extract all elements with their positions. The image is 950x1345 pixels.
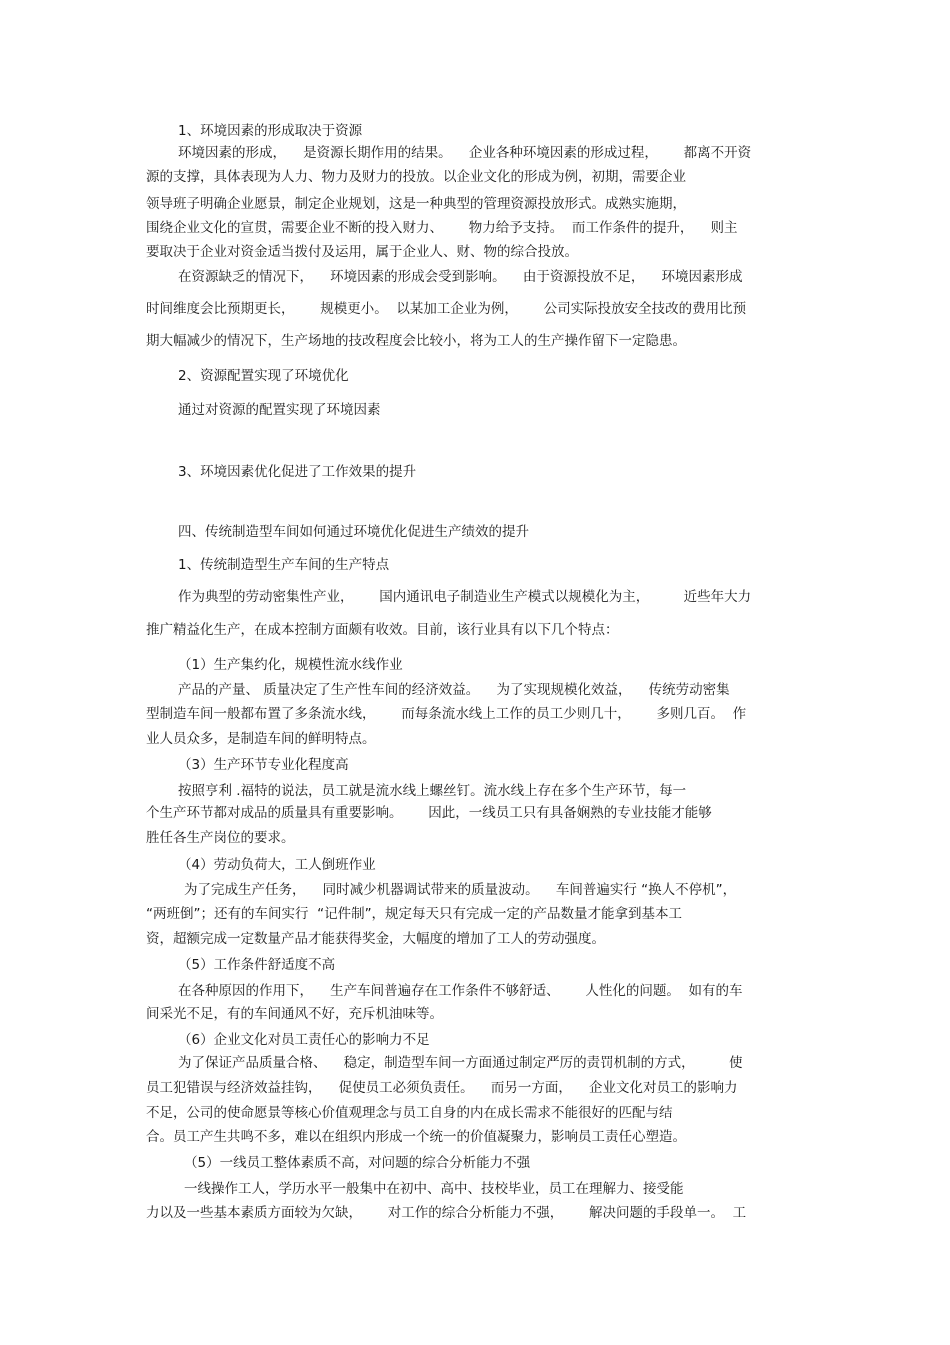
paragraph-line: 在资源缺乏的情况下， 环境因素的形成会受到影响。 由于资源投放不足， 环境因素形成 <box>178 269 743 285</box>
paragraph-line: 要取决于企业对资金适当拨付及运用，属于企业人、财、物的综合投放。 <box>146 244 578 260</box>
heading-2: 2、资源配置实现了环境优化 <box>178 368 349 384</box>
paragraph-line: 源的支撑，具体表现为人力、物力及财力的投放。以企业文化的形成为例，初期，需要企业 <box>146 169 686 185</box>
paragraph-line: 通过对资源的配置实现了环境因素 <box>178 402 381 418</box>
paragraph-line: 在各种原因的作用下， 生产车间普遍存在工作条件不够舒适、 人性化的问题。 如有的车 <box>178 983 743 999</box>
paragraph-line: 作为典型的劳动密集性产业， 国内通讯电子制造业生产模式以规模化为主， 近些年大力 <box>178 589 752 605</box>
paragraph-line: 为了保证产品质量合格、 稳定，制造型车间一方面通过制定严厉的责罚机制的方式， 使 <box>178 1055 743 1071</box>
paragraph-line: 产品的产量、 质量决定了生产性车间的经济效益。 为了实现规模化效益， 传统劳动密集 <box>178 682 730 698</box>
paragraph-line: 力以及一些基本素质方面较为欠缺， 对工作的综合分析能力不强， 解决问题的手段单一。 工 <box>146 1205 747 1221</box>
subheading-1: 1、传统制造型生产车间的生产特点 <box>178 557 390 573</box>
paragraph-line: 胜任各生产岗位的要求。 <box>146 830 295 846</box>
paragraph-line: 员工犯错误与经济效益挂钩， 促使员工必须负责任。 而另一方面， 企业文化对员工的影响力 <box>146 1080 738 1096</box>
paragraph-line: 资，超额完成一定数量产品才能获得奖金，大幅度的增加了工人的劳动强度。 <box>146 931 605 947</box>
paragraph-line: “两班倒”；还有的车间实行 “记件制”，规定每天只有完成一定的产品数量才能拿到基本工 <box>146 906 683 922</box>
paragraph-line: 合。员工产生共鸣不多，难以在组织内形成一个统一的价值凝聚力，影响员工责任心塑造。 <box>146 1129 686 1145</box>
item-heading: （3）生产环节专业化程度高 <box>178 757 349 773</box>
paragraph-line: 型制造车间一般都布置了多条流水线， 而每条流水线上工作的员工少则几十， 多则几百。 作 <box>146 706 747 722</box>
item-heading: （5）工作条件舒适度不高 <box>178 957 336 973</box>
paragraph-line: 一线操作工人，学历水平一般集中在初中、高中、技校毕业，员工在理解力、接受能 <box>184 1181 684 1197</box>
paragraph-line: 时间维度会比预期更长， 规模更小。 以某加工企业为例， 公司实际投放安全技改的费用比预 <box>146 301 747 317</box>
item-heading: （4）劳动负荷大，工人倒班作业 <box>178 857 376 873</box>
paragraph-line: 业人员众多，是制造车间的鲜明特点。 <box>146 731 376 747</box>
paragraph-line: 领导班子明确企业愿景，制定企业规划，这是一种典型的管理资源投放形式。成熟实施期， <box>146 196 686 212</box>
paragraph-line: 期大幅减少的情况下，生产场地的技改程度会比较小，将为工人的生产操作留下一定隐患。 <box>146 333 686 349</box>
paragraph-line: 按照亨利 .福特的说法，员工就是流水线上螺丝钉。流水线上存在多个生产环节，每一 <box>178 783 687 799</box>
paragraph-line: 围绕企业文化的宣贯，需要企业不断的投入财力、 物力给予支持。 而工作条件的提升， 则主 <box>146 220 738 236</box>
heading-1: 1、环境因素的形成取决于资源 <box>178 123 363 139</box>
paragraph-line: 环境因素的形成， 是资源长期作用的结果。 企业各种环境因素的形成过程， 都离不开资 <box>178 145 752 161</box>
item-heading: （5）一线员工整体素质不高，对问题的综合分析能力不强 <box>184 1155 531 1171</box>
item-heading: （1）生产集约化，规模性流水线作业 <box>178 657 403 673</box>
heading-3: 3、环境因素优化促进了工作效果的提升 <box>178 464 417 480</box>
paragraph-line: 为了完成生产任务， 同时减少机器调试带来的质量波动。 车间普遍实行 “换人不停机”， <box>184 882 737 898</box>
paragraph-line: 个生产环节都对成品的质量具有重要影响。 因此，一线员工只有具备娴熟的专业技能才能够 <box>146 805 712 821</box>
paragraph-line: 不足，公司的使命愿景等核心价值观理念与员工自身的内在成长需求不能很好的匹配与结 <box>146 1105 673 1121</box>
paragraph-line: 推广精益化生产，在成本控制方面颇有收效。目前，该行业具有以下几个特点： <box>146 622 619 638</box>
item-heading: （6）企业文化对员工责任心的影响力不足 <box>178 1032 430 1048</box>
paragraph-line: 间采光不足，有的车间通风不好，充斥机油味等。 <box>146 1006 443 1022</box>
section-heading-4: 四、传统制造型车间如何通过环境优化促进生产绩效的提升 <box>178 524 529 540</box>
